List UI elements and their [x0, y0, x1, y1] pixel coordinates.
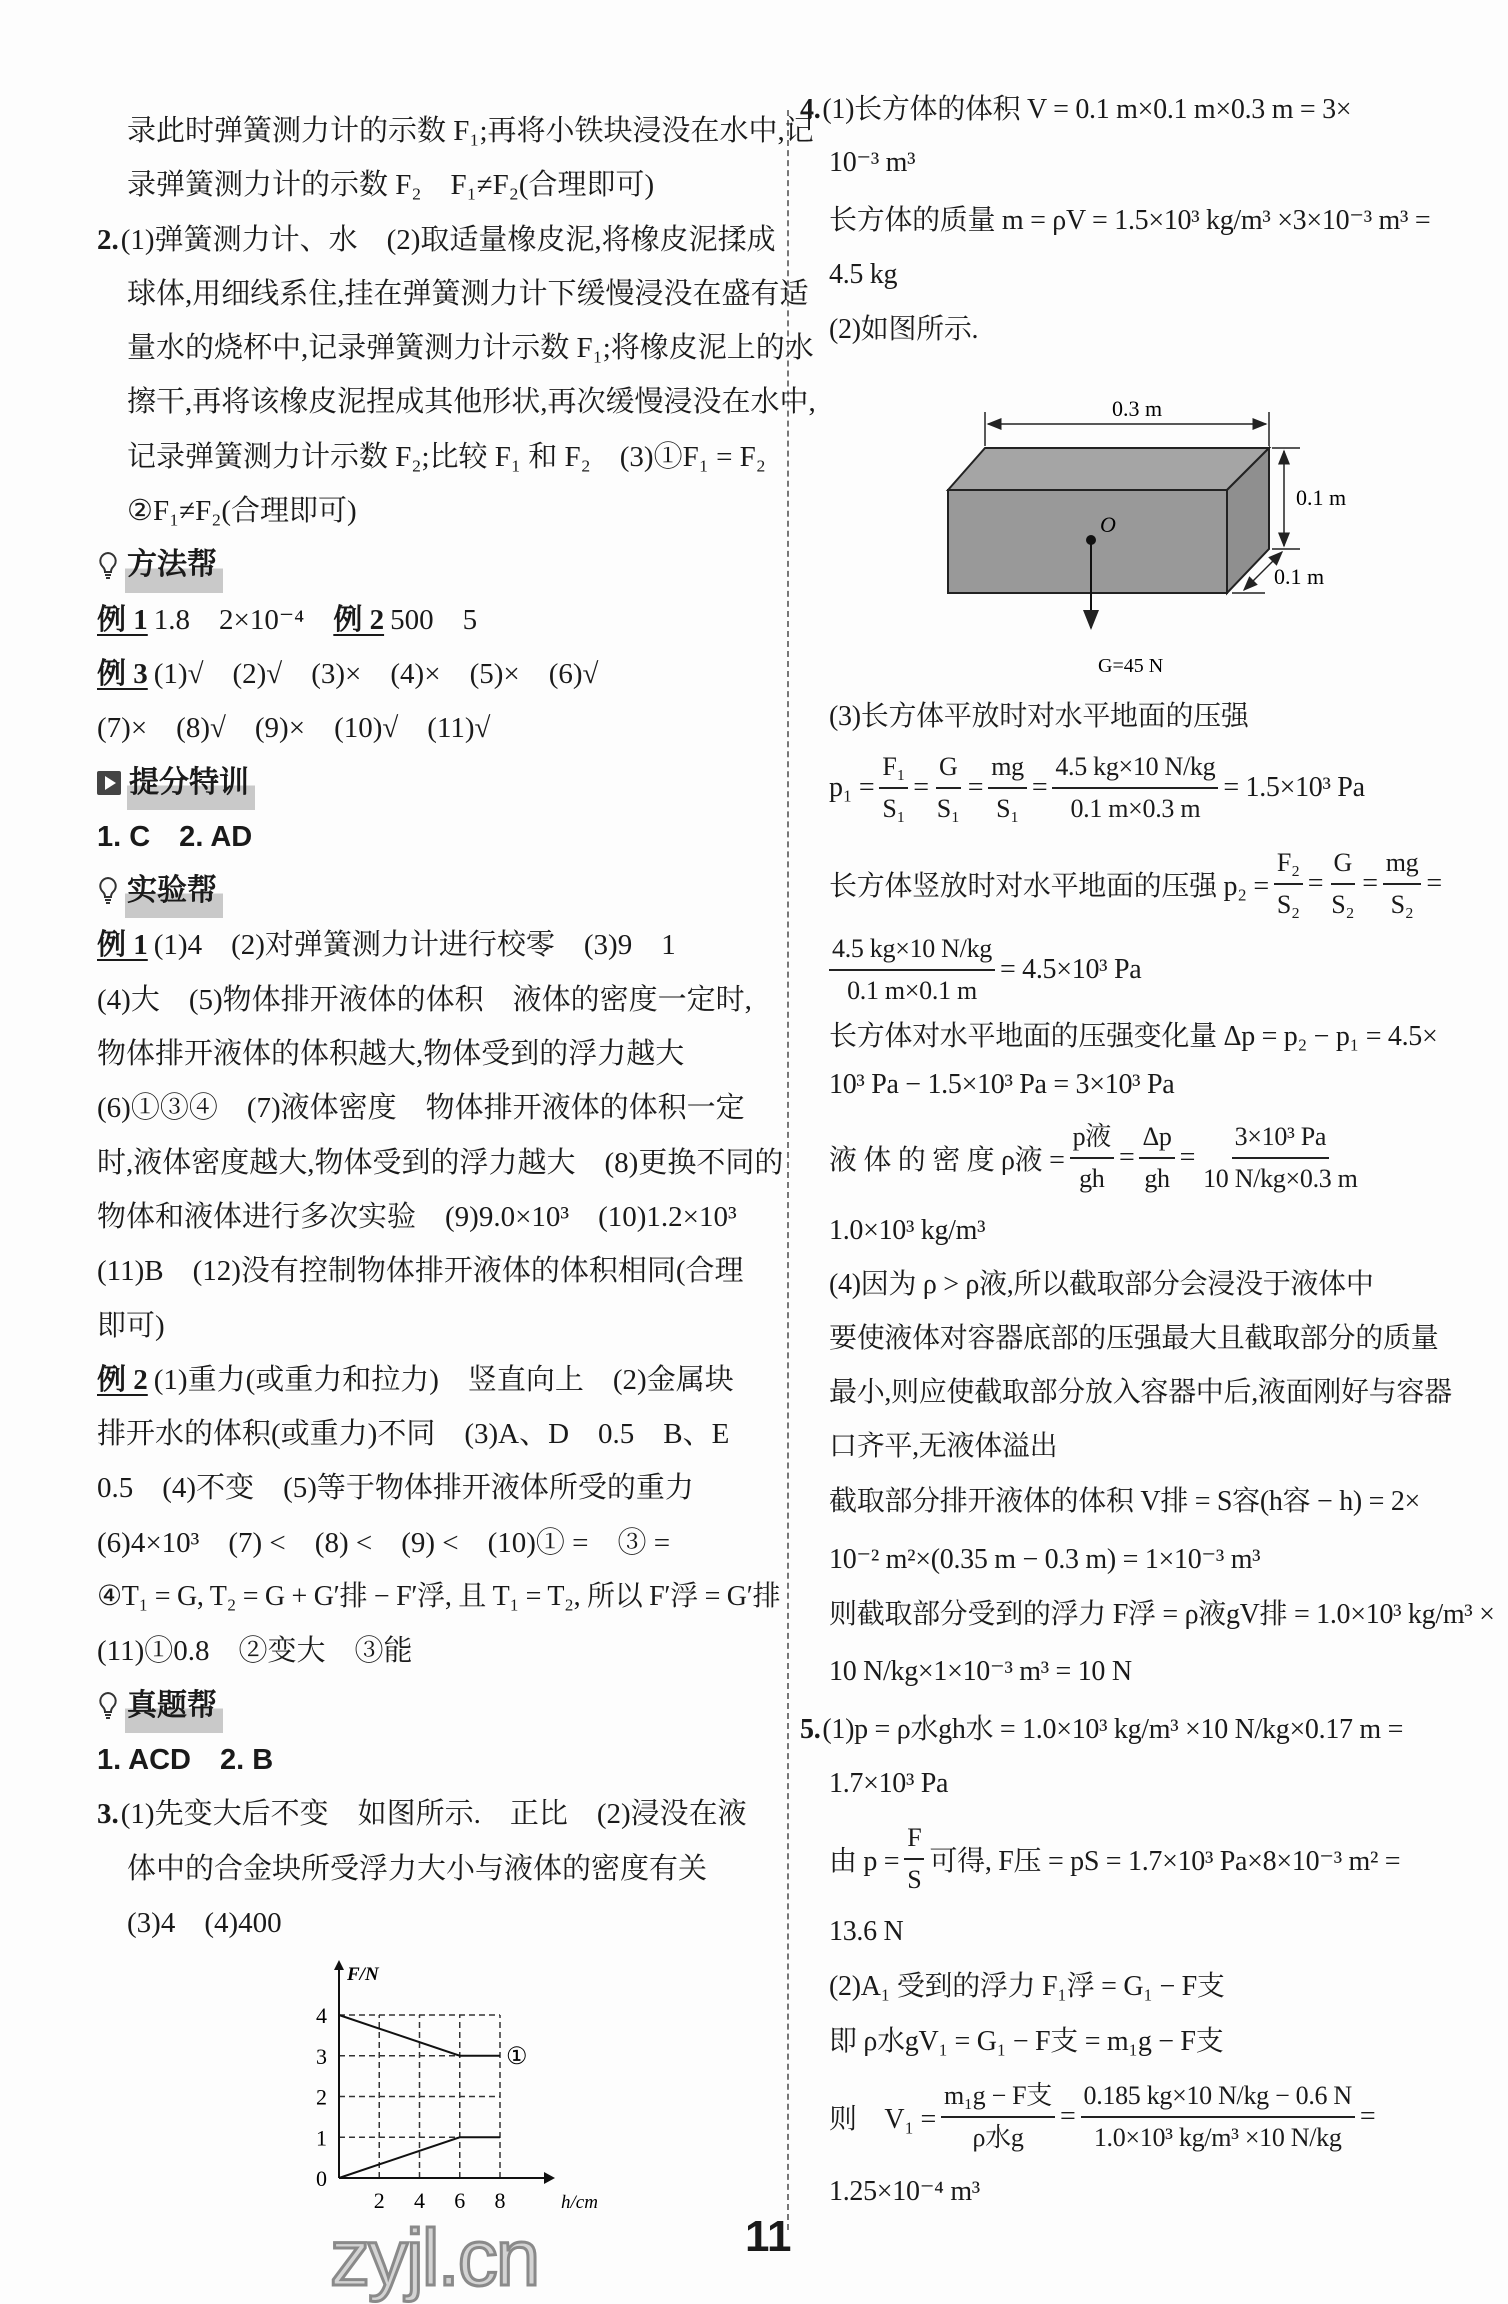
text-line: (7)× (8)√ (9)× (10)√ (11)√: [97, 712, 491, 745]
numerator: G: [936, 747, 960, 789]
series-label: ①: [506, 2043, 528, 2070]
denominator: gh: [1079, 1164, 1105, 1193]
section-heading-real-exam: [97, 1679, 772, 1733]
x-axis-label: h/cm: [561, 2192, 598, 2210]
question-number: 3.: [97, 1798, 119, 1831]
numerator: m₁g − F支: [941, 2076, 1055, 2118]
lightbulb-icon: [97, 1691, 119, 1721]
numerator: F₁: [879, 747, 908, 789]
denominator: ρ水g: [972, 2123, 1024, 2152]
denominator: S₁: [882, 794, 906, 823]
lightbulb-icon: [97, 876, 119, 906]
text-line: 物体排开液体的体积越大,物体受到的浮力越大: [97, 1038, 685, 1071]
answer: (1)重力(或重力和拉力) 竖直向上 (2)金属块: [153, 1363, 734, 1396]
question-number: 2.: [97, 223, 119, 256]
y-tick-label: 3: [316, 2043, 327, 2069]
text-line: 10³ Pa − 1.5×10³ Pa = 3×10³ Pa: [829, 1069, 1175, 1100]
answer: (1)4 (2)对弹簧测力计进行校零 (3)9 1: [153, 929, 676, 962]
numerator: 4.5 kg×10 N/kg: [1052, 747, 1218, 789]
x-tick-label: 4: [414, 2188, 425, 2210]
numerator: 3×10³ Pa: [1232, 1117, 1330, 1159]
numerator: 4.5 kg×10 N/kg: [829, 929, 995, 971]
text-line: 录此时弹簧测力计的示数 F₁;再将小铁块浸没在水中,记: [127, 115, 814, 147]
text-line: 长方体的质量 m = ρV = 1.5×10³ kg/m³ ×3×10⁻³ m³ =: [829, 205, 1431, 236]
text-line: 1.25×10⁻⁴ m³: [829, 2176, 980, 2207]
text-line: 即 ρ水gV₁ = G₁ − F支 = m₁g − F支: [829, 2026, 1224, 2057]
text-line: 体中的合金块所受浮力大小与液体的密度有关: [127, 1852, 708, 1885]
numerator: Δp: [1139, 1117, 1174, 1159]
equation-p2: [829, 836, 1442, 932]
text-line: 长方体对水平地面的压强变化量 Δp = p₂ − p₁ = 4.5×: [829, 1021, 1438, 1052]
width-label: 0.1 m: [1274, 564, 1325, 589]
eq-text: 长方体竖放时对水平地面的压强 p₂ =: [829, 871, 1269, 902]
text-line: (2)A₁ 受到的浮力 F₁浮 = G₁ − F支: [829, 1971, 1225, 2002]
center-label: O: [1100, 512, 1116, 537]
text-line: (1)p = ρ水gh水 = 1.0×10³ kg/m³ ×10 N/kg×0.17 m =: [822, 1714, 1404, 1745]
denominator: S₂: [1276, 890, 1300, 919]
eq-text: =: [1362, 868, 1378, 899]
text-line: (3)4 (4)400: [127, 1906, 282, 1939]
text-line: 要使液体对容器底部的压强最大且截取部分的质量: [829, 1323, 1439, 1354]
text-line: (11)①0.8 ②变大 ③能: [97, 1635, 413, 1668]
heading-text: 方法帮: [125, 538, 223, 592]
text-line: 1.0×10³ kg/m³: [829, 1215, 986, 1246]
x-tick-label: 6: [454, 2188, 466, 2210]
text-line: ④T₁ = G, T₂ = G + G′排 − F′浮, 且 T₁ = T₂, 所以 F′浮 = G′排: [97, 1581, 781, 1613]
answer: 1.8 2×10⁻⁴: [153, 603, 305, 636]
equation-density: [829, 1110, 1361, 1206]
text-line: 4.5 kg: [829, 259, 898, 290]
example-label: 例 1: [97, 929, 148, 962]
cuboid-figure: [900, 385, 1350, 685]
denominator: S₁: [936, 794, 960, 823]
section-heading-experiment: [97, 864, 772, 918]
eq-text: p₁ =: [829, 772, 875, 803]
example-label: 例 3: [97, 657, 148, 690]
text-line: (11)B (12)没有控制物体排开液体的体积相同(合理: [97, 1255, 744, 1288]
denominator: gh: [1144, 1164, 1170, 1193]
numerator: p液: [1070, 1117, 1114, 1159]
text-line: 记录弹簧测力计示数 F₂;比较 F₁ 和 F₂ (3)①F₁ = F₂: [127, 440, 766, 473]
answers: 1. C 2. AD: [97, 820, 253, 853]
y-tick-label: 1: [316, 2125, 327, 2151]
text-line: (6)①③④ (7)液体密度 物体排开液体的体积一定: [97, 1092, 745, 1125]
x-tick-label: 8: [494, 2188, 506, 2210]
eq-text: = 1.5×10³ Pa: [1223, 772, 1365, 803]
text-line: (3)长方体平放时对水平地面的压强: [829, 701, 1249, 732]
text-line: (2)如图所示.: [829, 314, 979, 345]
text-line: (1)先变大后不变 如图所示. 正比 (2)浸没在液: [120, 1798, 747, 1831]
text-line: 口齐平,无液体溢出: [829, 1431, 1058, 1462]
denominator: S: [907, 1865, 922, 1894]
numerator: F: [904, 1818, 924, 1860]
denominator: 0.1 m×0.3 m: [1070, 794, 1201, 823]
y-tick-label: 2: [316, 2084, 327, 2110]
y-tick-label: 0: [316, 2166, 327, 2191]
text-line: 最小,则应使截取部分放入容器中后,液面刚好与容器: [829, 1377, 1452, 1408]
text-line: 则截取部分受到的浮力 F浮 = ρ液gV排 = 1.0×10³ kg/m³ ×: [829, 1599, 1495, 1630]
text-line: 量水的烧杯中,记录弹簧测力计示数 F₁;将橡皮泥上的水: [127, 332, 814, 365]
eq-text: = 4.5×10³ Pa: [999, 954, 1142, 985]
x-axis-arrow: [544, 2172, 555, 2184]
text-line: ②F₁≠F₂(合理即可): [127, 495, 357, 528]
text-line: 10⁻² m²×(0.35 m − 0.3 m) = 1×10⁻³ m³: [829, 1544, 1261, 1575]
numerator: F₂: [1274, 843, 1303, 885]
denominator: 1.0×10³ kg/m³ ×10 N/kg: [1093, 2123, 1342, 2152]
text-line: 排开水的体积(或重力)不同 (3)A、D 0.5 B、E: [97, 1418, 730, 1451]
eq-text: 可得, F压 = pS = 1.7×10³ Pa×8×10⁻³ m² =: [929, 1846, 1401, 1877]
eq-text: =: [1359, 2101, 1376, 2132]
height-label: 0.1 m: [1296, 485, 1347, 510]
eq-text: =: [1060, 2101, 1076, 2132]
text-line: 即可): [97, 1309, 165, 1342]
text-line: (4)大 (5)物体排开液体的体积 液体的密度一定时,: [97, 983, 752, 1016]
numerator: G: [1331, 843, 1355, 885]
y-tick-label: 4: [316, 2003, 327, 2028]
eq-text: =: [913, 772, 929, 803]
question-number: 4.: [800, 94, 821, 125]
eq-text: =: [1118, 1142, 1135, 1173]
section-heading-method: [97, 538, 772, 592]
answer: 500 5: [390, 603, 478, 636]
eq-text: =: [1031, 772, 1048, 803]
denominator: S₁: [996, 794, 1020, 823]
example-label: 例 1: [97, 603, 148, 636]
answer: (1)√ (2)√ (3)× (4)× (5)× (6)√: [153, 657, 599, 690]
equation-pressure-force: [829, 1811, 1400, 1907]
length-label: 0.3 m: [1111, 396, 1163, 421]
x-tick-label: 2: [373, 2188, 385, 2210]
text-line: 擦干,再将该橡皮泥捏成其他形状,再次缓慢浸没在水中,: [127, 386, 816, 419]
text-line: 1.7×10³ Pa: [829, 1768, 949, 1799]
text-line: (6)4×10³ (7) < (8) < (9) < (10)① = ③ =: [97, 1526, 671, 1559]
question-number: 5.: [800, 1714, 821, 1745]
left-column: [97, 104, 816, 1950]
force-depth-chart: [290, 1960, 650, 2210]
denominator: S₂: [1390, 890, 1414, 919]
equation-v1: [829, 2069, 1375, 2165]
page-number: 11: [745, 2212, 792, 2261]
denominator: 0.1 m×0.1 m: [847, 976, 977, 1005]
text-line: 10 N/kg×1×10⁻³ m³ = 10 N: [829, 1656, 1132, 1687]
eq-text: =: [1307, 868, 1324, 899]
heading-text: 提分特训: [127, 756, 255, 810]
text-line: 0.5 (4)不变 (5)等于物体排开液体所受的重力: [97, 1472, 694, 1505]
example-label: 例 2: [97, 1363, 148, 1396]
eq-text: =: [967, 772, 984, 803]
y-axis-arrow: [334, 1960, 344, 1970]
text-line: 录弹簧测力计的示数 F₂ F₁≠F₂(合理即可): [127, 169, 655, 202]
text-line: 物体和液体进行多次实验 (9)9.0×10³ (10)1.2×10³: [97, 1200, 737, 1233]
eq-text: 则 V₁ =: [829, 2104, 936, 2135]
eq-text: =: [1426, 868, 1442, 899]
watermark: zyjl.cn: [330, 2213, 539, 2302]
text-line: 时,液体密度越大,物体受到的浮力越大 (8)更换不同的: [97, 1146, 784, 1179]
eq-text: 由 p =: [829, 1846, 900, 1877]
text-line: 球体,用细线系住,挂在弹簧测力计下缓慢浸没在盛有适: [127, 277, 809, 310]
eq-text: =: [1179, 1142, 1196, 1173]
text-line: 截取部分排开液体的体积 V排 = S容(h容 − h) = 2×: [829, 1486, 1421, 1517]
text-line: (4)因为 ρ > ρ液,所以截取部分会浸没于液体中: [829, 1269, 1374, 1300]
play-icon: [97, 771, 121, 795]
text-line: 13.6 N: [829, 1916, 904, 1947]
y-axis-label: F/N: [347, 1964, 379, 1985]
text-line: (1)长方体的体积 V = 0.1 m×0.1 m×0.3 m = 3×: [822, 94, 1352, 125]
heading-text: 真题帮: [125, 1679, 223, 1733]
equation-p2-result: [829, 922, 1141, 1018]
denominator: 10 N/kg×0.3 m: [1203, 1164, 1358, 1193]
weight-label: G=45 N: [1098, 655, 1164, 677]
heading-text: 实验帮: [125, 864, 223, 918]
text-line: (1)弹簧测力计、水 (2)取适量橡皮泥,将橡皮泥揉成: [120, 223, 776, 256]
text-line: 10⁻³ m³: [829, 147, 916, 178]
numerator: mg: [988, 747, 1027, 789]
example-label: 例 2: [333, 603, 385, 636]
equation-p1: [829, 740, 1365, 836]
section-heading-training: [97, 756, 772, 810]
numerator: mg: [1383, 843, 1422, 885]
lightbulb-icon: [97, 551, 119, 581]
eq-text: 液 体 的 密 度 ρ液 =: [829, 1145, 1065, 1176]
denominator: S₂: [1331, 890, 1355, 919]
answers: 1. ACD 2. B: [97, 1743, 274, 1776]
numerator: 0.185 kg×10 N/kg − 0.6 N: [1081, 2076, 1355, 2118]
